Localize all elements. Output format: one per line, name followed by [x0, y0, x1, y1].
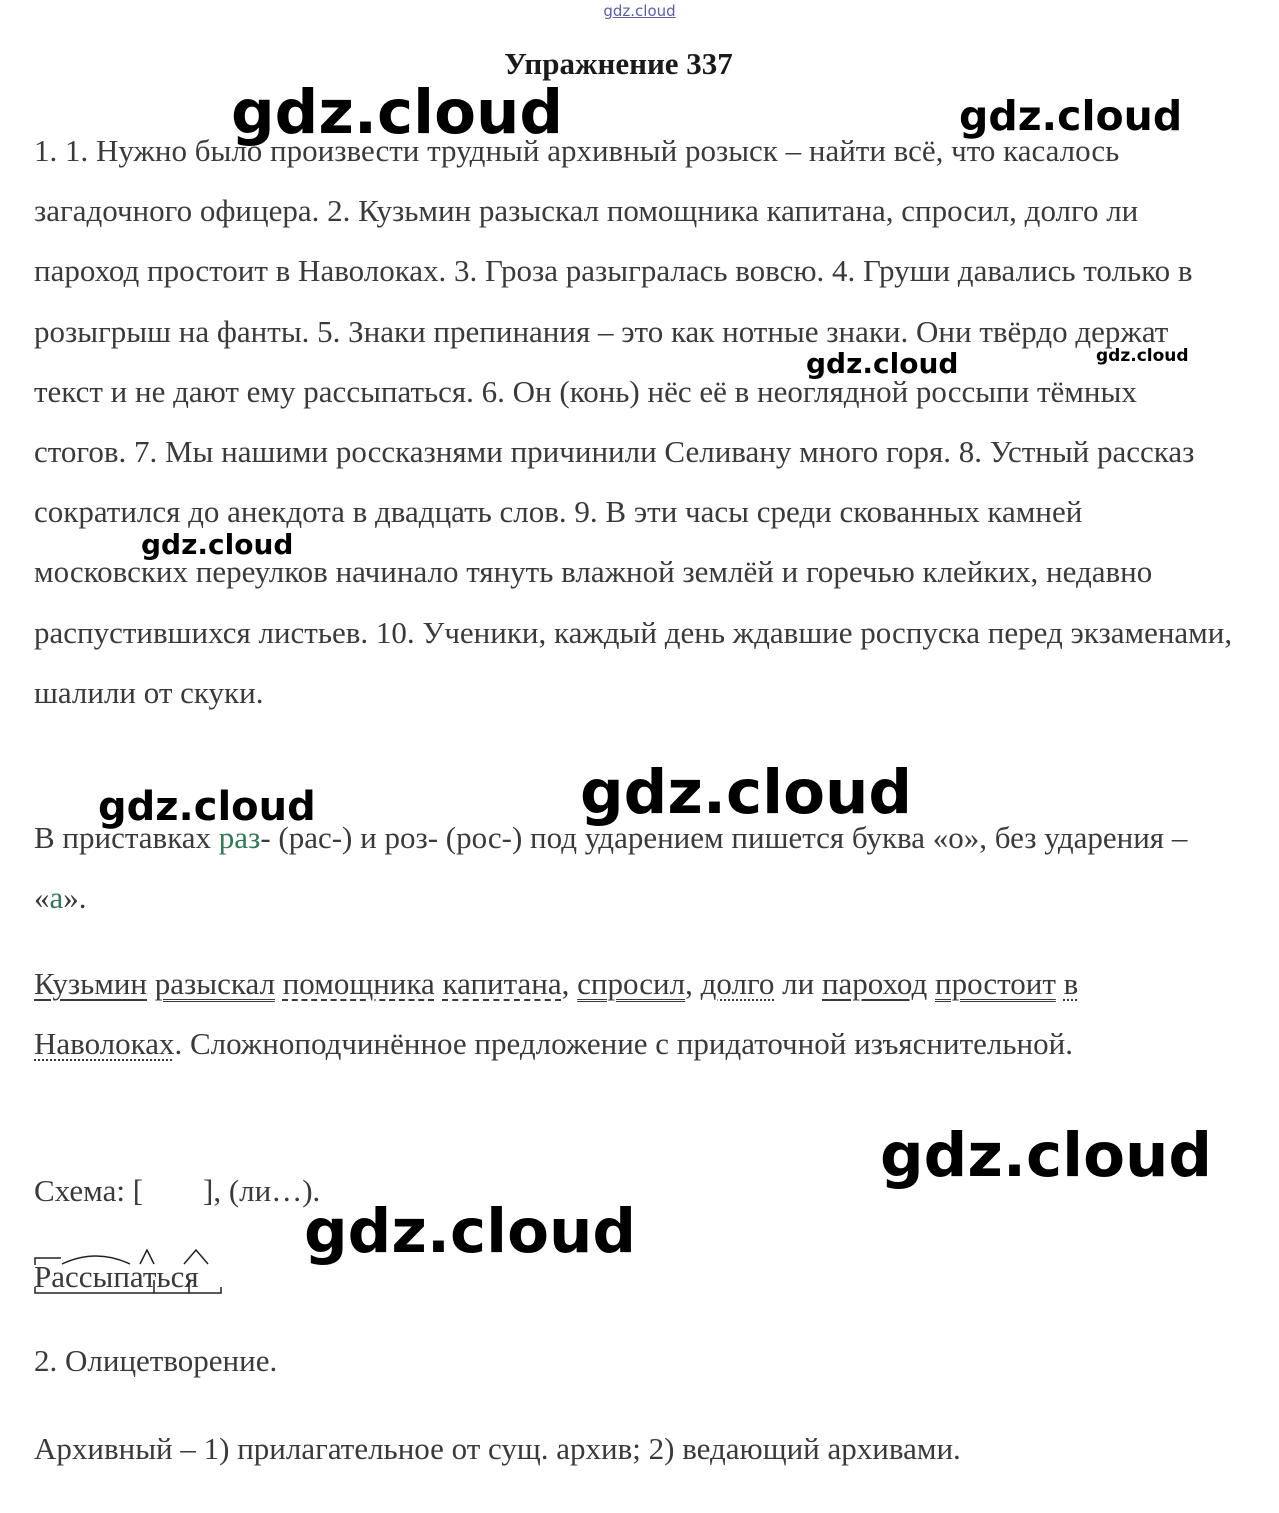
watermark: gdz.cloud	[806, 347, 959, 380]
rule-prefix-highlight: раз	[218, 820, 261, 855]
subject-word: Кузьмин	[34, 966, 148, 1001]
watermark: gdz.cloud	[580, 757, 913, 828]
root-arc	[62, 1256, 130, 1264]
scheme-label: Схема: [	[34, 1173, 144, 1208]
morpheme-word: Рассыпаться	[34, 1259, 199, 1294]
section-2-heading: 2. Олицетворение.	[34, 1343, 278, 1378]
watermark: gdz.cloud	[880, 1120, 1213, 1191]
watermark: gdz.cloud	[1096, 346, 1189, 366]
object-word: капитана	[442, 966, 562, 1001]
postfix-mark	[184, 1250, 208, 1264]
exercise-text-paragraph: 1. 1. Нужно было произвести трудный архивный розыск – найти всё, что касалось загадочного офицера. 2. Кузьмин разыскал помощника капитана, спросил, долго ли пароход простоит в Наволоках. 3. Гроза разыгралась вовсю. 4. Груши давались только в розыгрыш на фанты. 5. Знаки препинания – это как нотные знаки. Они твёрдо держат текст и не дают ему рассыпаться. 6. Он (конь) нёс её в неоглядной россыпи тёмных стогов. 7. Мы нашими россказнями причинили Селивану много горя. 8. Устный рассказ сократился до анекдота в двадцать слов. 9. В эти часы среди скованных камней московских переулков начинало тянуть влажной землёй и горечью клейких, недавно распустившихся листьев. 10. Ученики, каждый день ждавшие роспуска перед экзаменами, шалили от скуки.	[34, 133, 1233, 710]
rule-letter-highlight: а	[49, 880, 64, 916]
watermark: gdz.cloud	[231, 77, 564, 148]
definition-line: Архивный – 1) прилагательное от сущ. архив; 2) ведающий архивами.	[34, 1431, 961, 1466]
predicate-word: разыскал	[154, 966, 275, 1001]
ending-box	[154, 1280, 189, 1293]
subject-word: пароход	[821, 966, 928, 1001]
prefix-mark	[35, 1258, 61, 1265]
morpheme-analysis	[34, 1249, 234, 1299]
rule-text-3: ».	[63, 880, 87, 916]
stem-bracket	[35, 1287, 154, 1293]
particle-word: ли	[774, 966, 822, 1001]
top-watermark-link[interactable]: gdz.cloud	[603, 2, 676, 20]
page-title: Упражнение 337	[504, 46, 733, 81]
scheme-tail: ], (ли…).	[203, 1173, 321, 1208]
punctuation: ,	[685, 966, 701, 1001]
morpheme-marks	[34, 1249, 234, 1299]
rule-text-2: - (рас-) и роз- (рос-) под ударением пишется буква «о», без ударения – «	[34, 820, 1188, 916]
suffix-caret	[140, 1250, 154, 1264]
object-word: помощника	[282, 966, 435, 1001]
watermark: gdz.cloud	[98, 784, 316, 830]
postfix-stem-bracket	[189, 1287, 221, 1293]
predicate-word: простоит	[934, 966, 1056, 1001]
watermark: gdz.cloud	[304, 1196, 637, 1267]
adverbial-word: долго	[700, 966, 775, 1001]
watermark: gdz.cloud	[141, 528, 294, 561]
sentence-analysis-paragraph	[34, 954, 1234, 1074]
sentence-type-text: . Сложноподчинённое предложение с придаточной изъяснительной.	[174, 1026, 1073, 1062]
predicate-word: спросил	[577, 966, 686, 1001]
watermark: gdz.cloud	[959, 92, 1183, 140]
adverbial-word: в Наволоках	[34, 966, 1079, 1062]
rule-text-1: В приставках	[34, 820, 219, 855]
punctuation: ,	[561, 966, 578, 1001]
